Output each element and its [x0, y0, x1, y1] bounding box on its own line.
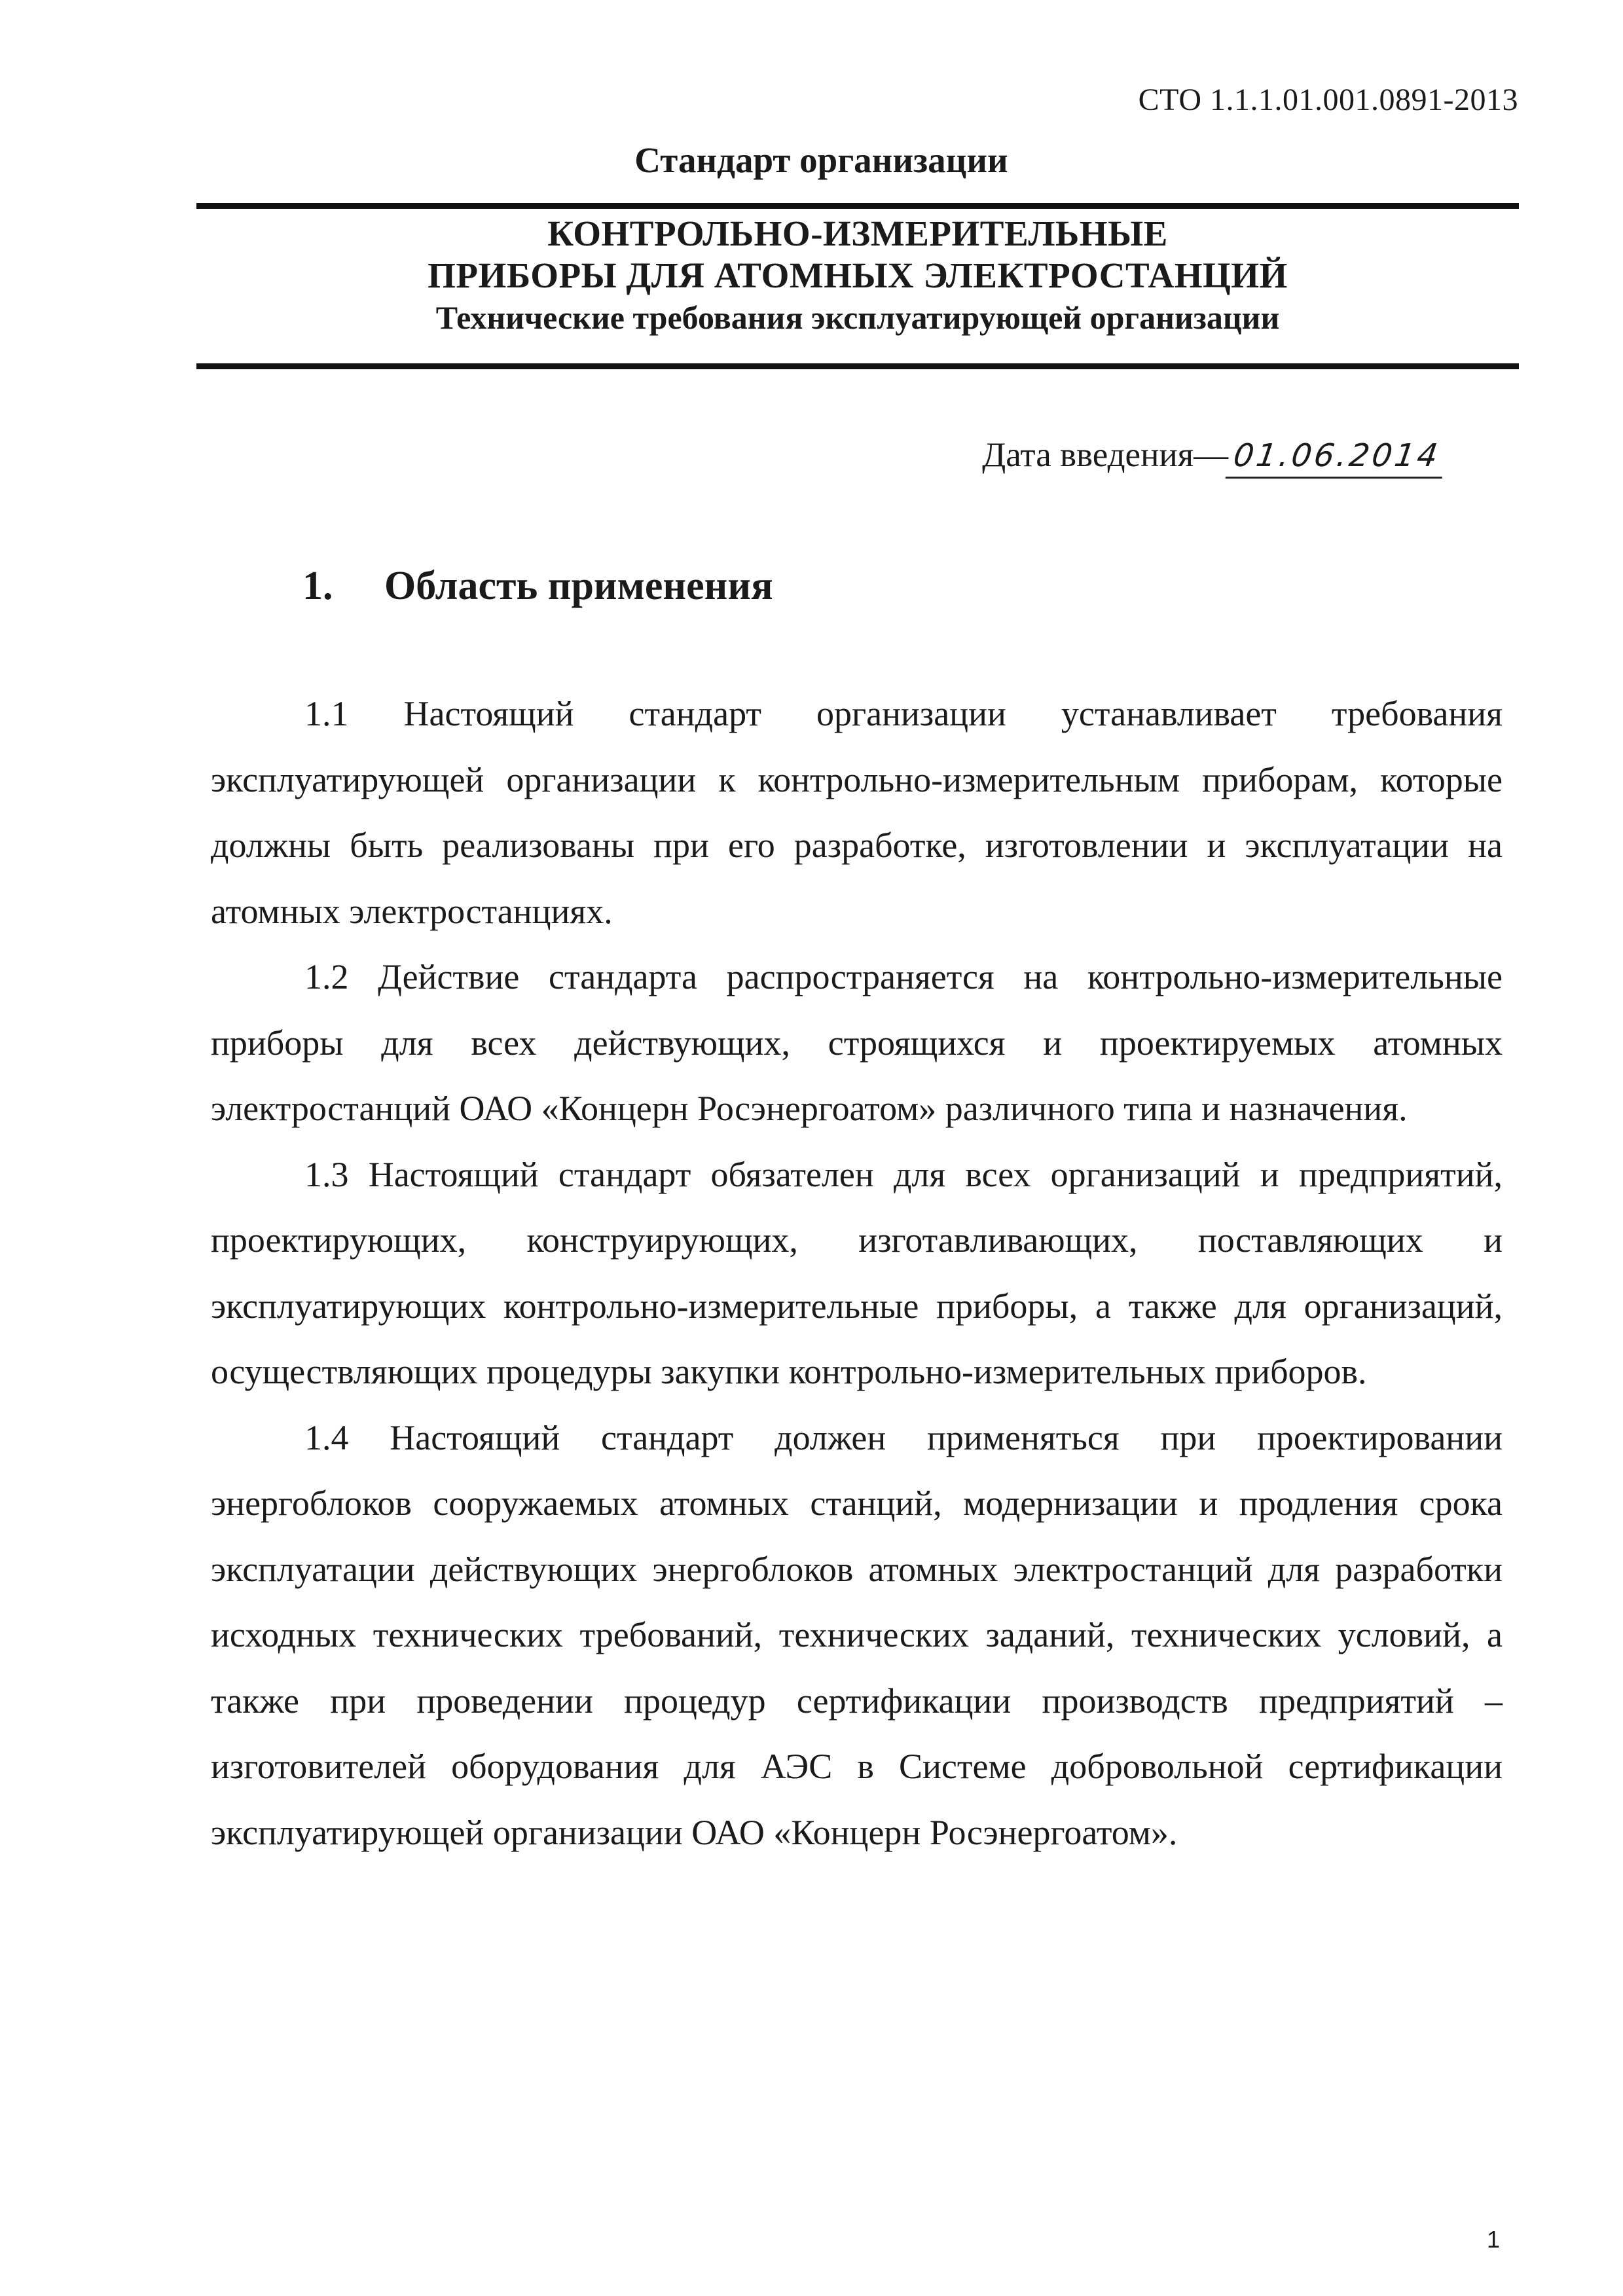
body-text: [211, 681, 1503, 1865]
introduction-date: [982, 435, 1445, 479]
org-standard-heading: Стандарт организации: [634, 140, 1008, 180]
page-number: 1: [1486, 2226, 1500, 2253]
paragraph-1-4: 1.4 Настоящий стандарт должен применяться при проектировании энергоблоков сооружаемых атомных станций, модернизации и продления срока эксплуатации действующих энергоблоков атомных электростанций для разработки исходных технических требований, технических заданий, технических условий, а также при проведении процедур сертификации производств предприятий – изготовителей оборудования для АЭС в Системе добровольной сертификации эксплуатирующей организации ОАО «Концерн Росэнергоатом».: [211, 1417, 1503, 1852]
paragraph-1-1: 1.1 Настоящий стандарт организации устанавливает требования эксплуатирующей организации к контрольно-измерительным приборам, которые должны быть реализованы при его разработке, изготовлении и эксплуатации на атомных электростанциях.: [211, 694, 1503, 931]
title-rule-top: [196, 203, 1519, 209]
paragraph-1-3: 1.3 Настоящий стандарт обязателен для всех организаций и предприятий, проектирующих, конструирующих, изготавливающих, поставляющих и эксплуатирующих контрольно-измерительные приборы, а также для организаций, осуществляющих процедуры закупки контрольно-измерительных приборов.: [211, 1154, 1503, 1391]
title-line-2: ПРИБОРЫ ДЛЯ АТОМНЫХ ЭЛЕКТРОСТАНЦИЙ: [428, 255, 1288, 295]
section-heading: [302, 563, 773, 610]
section-title: Область применения: [384, 564, 773, 608]
paragraph-1-2: 1.2 Действие стандарта распространяется на контрольно-измерительные приборы для всех действующих, строящихся и проектируемых атомных электростанций ОАО «Концерн Росэнергоатом» различного типа и назначения.: [211, 957, 1503, 1128]
title-subtitle: Технические требования эксплуатирующей организации: [435, 299, 1280, 336]
title-line-1: КОНТРОЛЬНО-ИЗМЕРИТЕЛЬНЫЕ: [547, 213, 1168, 253]
title-rule-bottom: [196, 363, 1519, 369]
document-code: СТО 1.1.1.01.001.0891-2013: [1138, 82, 1518, 117]
introduction-date-label: Дата введения—: [982, 436, 1229, 474]
title-block: [196, 213, 1519, 338]
introduction-date-value: 01.06.2014: [1226, 437, 1448, 479]
section-number: 1.: [302, 564, 333, 608]
